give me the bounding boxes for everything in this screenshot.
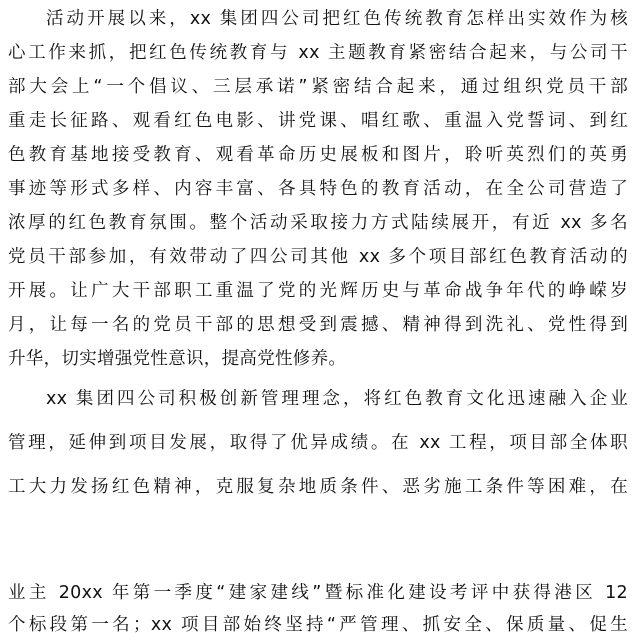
paragraph-1-line-6: 事迹等形式多样、内容丰富、各具特色的教育活动，在全公司营造了 <box>8 179 628 199</box>
paragraph-1-line-4: 重走长征路、观看红色电影、讲党课、唱红歌、重温入党誓词、到红 <box>8 111 628 131</box>
paragraph-2-line-1: xx 集团四公司积极创新管理理念，将红色教育文化迅速融入企业 <box>46 389 628 409</box>
paragraph-2-line-3: 工大力发扬红色精神，克服复杂地质条件、恶劣施工条件等困难，在 <box>8 477 628 497</box>
paragraph-2-line-5: 个标段第一名；xx 项目部始终坚持“严管理、抓安全、保质量、促生 <box>8 615 628 635</box>
paragraph-1-line-7: 浓厚的红色教育氛围。整个活动采取接力方式陆续展开，有近 xx 多名 <box>8 213 628 233</box>
paragraph-2-line-2: 管理，延伸到项目发展，取得了优异成绩。在 xx 工程，项目部全体职 <box>8 433 628 453</box>
paragraph-1-line-3: 部大会上“一个倡议、三层承诺”紧密结合起来，通过组织党员干部 <box>8 77 628 97</box>
paragraph-2-line-4: 业主 20xx 年第一季度“建家建线”暨标准化建设考评中获得港区 12 <box>8 583 628 603</box>
paragraph-1-line-8: 党员干部参加，有效带动了四公司其他 xx 多个项目部红色教育活动的 <box>8 247 628 267</box>
paragraph-1-line-1: 活动开展以来，xx 集团四公司把红色传统教育怎样出实效作为核 <box>46 9 628 29</box>
paragraph-1-line-11: 升华，切实增强党性意识，提高党性修养。 <box>8 349 347 369</box>
paragraph-1-line-10: 月，让每一名的党员干部的思想受到震撼、精神得到洗礼、党性得到 <box>8 315 628 335</box>
paragraph-1-line-5: 色教育基地接受教育、观看革命历史展板和图片，聆听英烈们的英勇 <box>8 145 628 165</box>
page-break-gap <box>0 536 640 570</box>
paragraph-1-line-2: 心工作来抓，把红色传统教育与 xx 主题教育紧密结合起来，与公司干 <box>8 43 628 63</box>
paragraph-1-line-9: 开展。让广大干部职工重温了党的光辉历史与革命战争年代的峥嵘岁 <box>8 281 628 301</box>
